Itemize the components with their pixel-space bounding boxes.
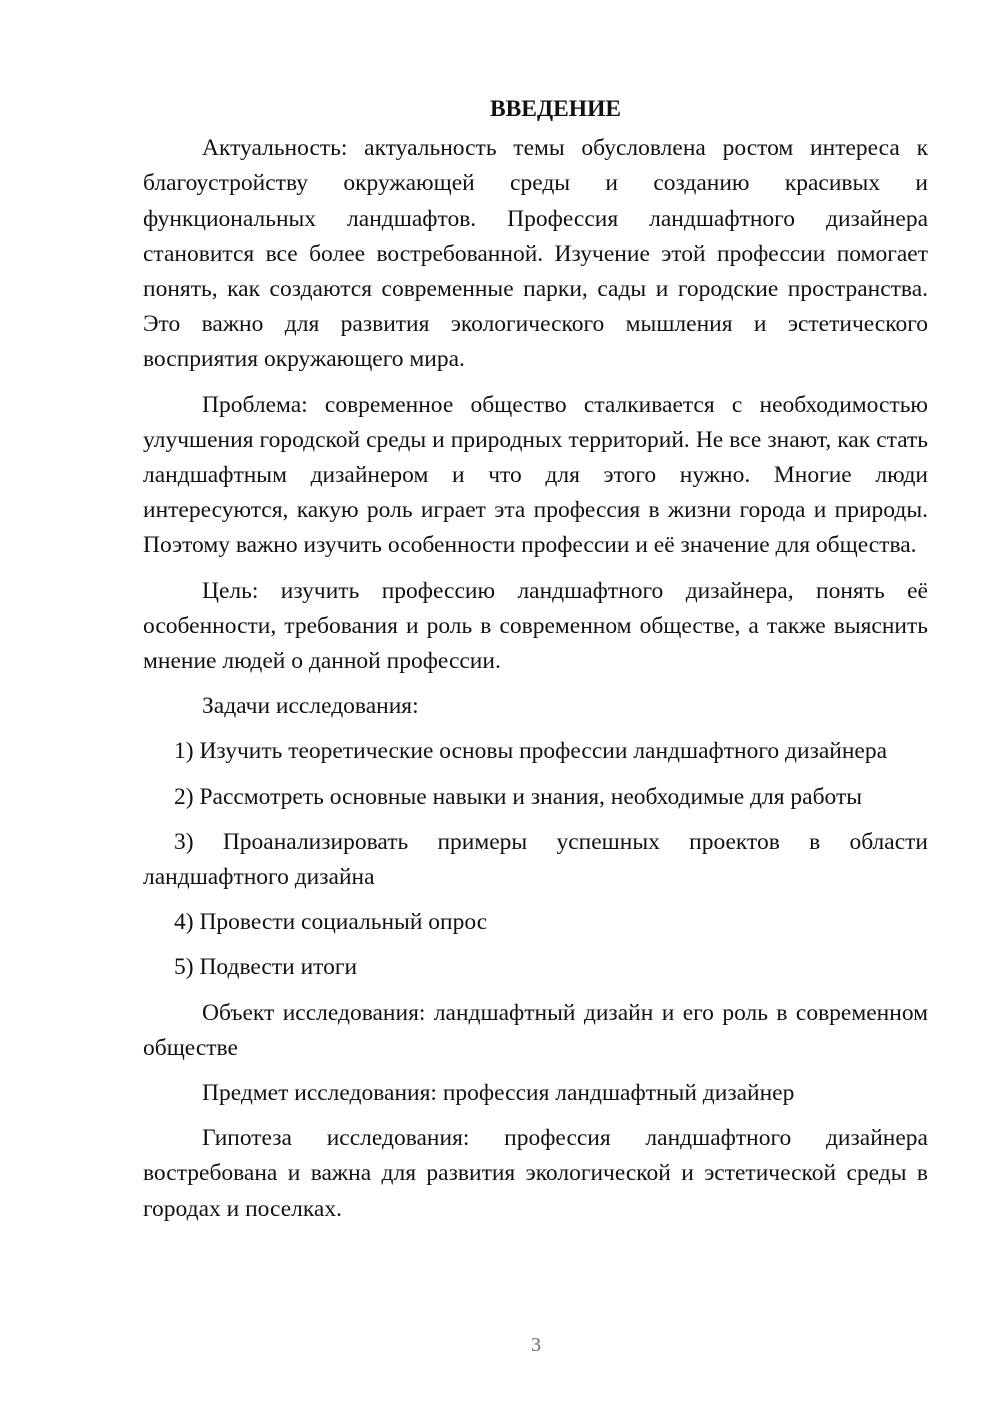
paragraph-problem: Проблема: современное общество сталкивается с необходимостью улучшения городской среды и природных территорий. Не все знают, как стать ландшафтным дизайнером и что для этого нужно. Многие люди интересуются, какую роль играет эта профессия в жизни города и природы. Поэтому важно изучить особенности профессии и её значение для общества.: [143, 391, 928, 559]
page-number: 3: [531, 1334, 541, 1356]
task-item-3: 3) Проанализировать примеры успешных проектов в области ландшафтного дизайна: [143, 828, 928, 891]
paragraph-object: Объект исследования: ландшафтный дизайн и его роль в современном обществе: [143, 999, 928, 1061]
task-item-1: 1) Изучить теоретические основы профессии ландшафтного дизайнера: [174, 738, 888, 765]
task-item-2: 2) Рассмотреть основные навыки и знания, необходимые для работы: [174, 783, 863, 810]
document-body: [143, 92, 928, 1237]
task-item-5: 5) Подвести итоги: [174, 954, 358, 981]
paragraph-relevance: Актуальность: актуальность темы обусловлена ростом интереса к благоустройству окружающей среды и созданию красивых и функциональных ландшафтов. Профессия ландшафтного дизайнера становится все более востребованной. Изучение этой профессии помогает понять, как создаются современные парки, сады и городские пространства. Это важно для развития экологического мышления и эстетического восприятия окружающего мира.: [143, 135, 928, 373]
paragraph-goal: Цель: изучить профессию ландшафтного дизайнера, понять её особенности, требования и роль в современном обществе, а также выяснить мнение людей о данной профессии.: [143, 577, 928, 675]
section-title: ВВЕДЕНИЕ: [489, 96, 622, 122]
task-item-4: 4) Провести социальный опрос: [174, 909, 488, 936]
paragraph-subject: Предмет исследования: профессия ландшафтный дизайнер: [202, 1080, 795, 1107]
tasks-heading: Задачи исследования:: [202, 693, 419, 720]
paragraph-hypothesis: Гипотеза исследования: профессия ландшафтного дизайнера востребована и важна для развития экологической и эстетической среды в городах и поселках.: [143, 1125, 928, 1222]
